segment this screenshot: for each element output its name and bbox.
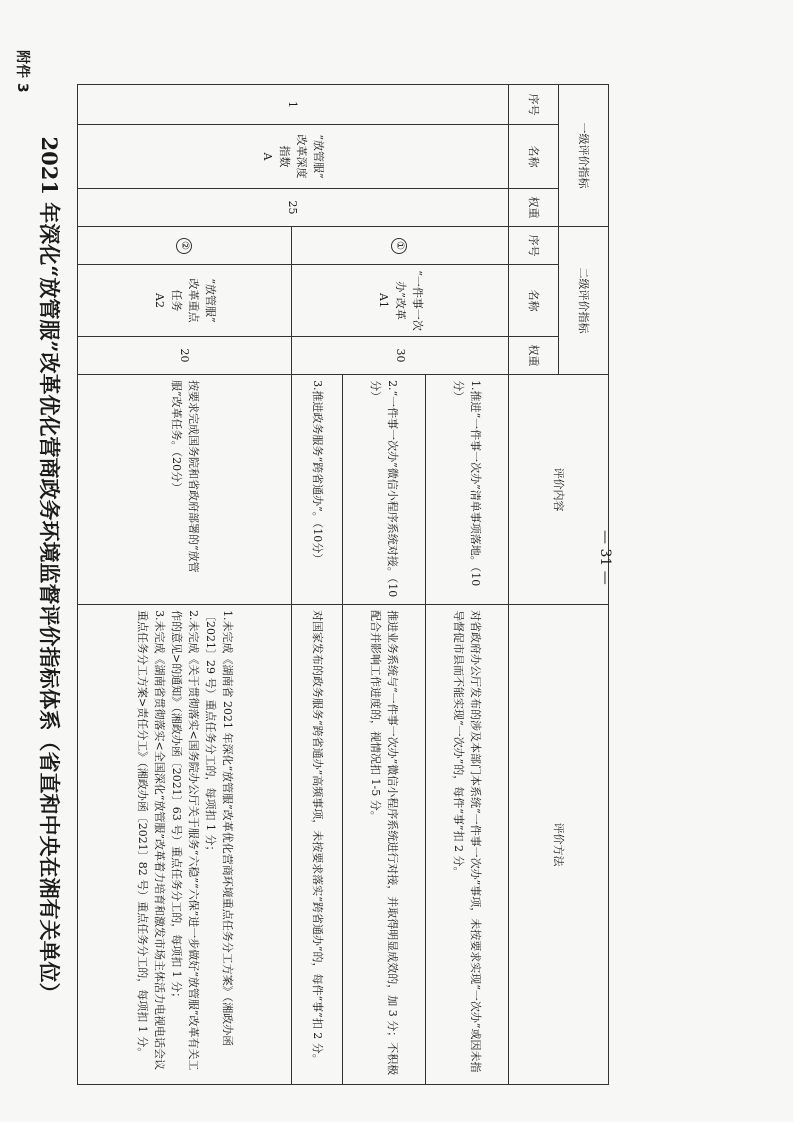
page-title: 2021 年深化“放管服”改革优化营商政务环境监督评价指标体系（省直和中央在湘有关单位） [37, 136, 62, 1004]
content-header: 评价内容 [508, 375, 608, 605]
level1-weight: 25 [78, 189, 509, 227]
page-number: — 31 — [597, 530, 613, 585]
method-cell: 对省政府办公厅发布的涉及本部门本系统“一件事一次办”事项，未按要求实现“一次办”或因未指导督促市县而不能实现“一次办”的，每件“事”扣 2 分。 [425, 605, 508, 1085]
level2-weight-header: 权重 [508, 337, 558, 375]
level2-name: “一件事一次 办”改革 A1 [292, 265, 508, 337]
level1-weight-header: 权重 [508, 189, 558, 227]
level2-seq [78, 227, 292, 265]
level1-seq: 1 [78, 85, 509, 125]
level2-weight: 20 [78, 337, 292, 375]
method-header: 评价方法 [508, 605, 608, 1085]
level2-name: “放管服” 改革重点 任务 A2 [78, 265, 292, 337]
method-cell: 推进业务系统与“一件事一次办”微信小程序系统进行对接，并取得明显成效的，加 3 分；不积极配合并影响工作进度的，视情况扣 1-5 分。 [342, 605, 425, 1085]
level1-name: “放管服” 改革深度 指数 A [78, 125, 509, 189]
circled-number: ② [176, 238, 192, 254]
content-cell: 3.推进政务服务“跨省通办”。（10分） [292, 375, 342, 605]
level2-header: 二级评价指标 [558, 227, 608, 375]
level1-name-header: 名称 [508, 125, 558, 189]
content-cell: 1.推进“一件事一次办”清单事项落地。（10分） [425, 375, 508, 605]
method-cell: 1.未完成《湖南省 2021 年深化“放管服”改革优化营商环境重点任务分工方案》（湘政办函〔2021〕29 号）重点任务分工的，每项扣 1 分； 2.未完成《关于贯彻落实<国务院办公厅关于服务“六稳”“六保”进一步做好“放管服”改革有关工作的意见>的通知》（湘政办函〔2021〕63 号）重点任务分工的，每项扣 1 分； 3.未完成《湖南省贯彻落实<全国深化“放管服”改革着力培育和激发市场主体活力电视电话会议重点任务分工方案>责任分工》（湘政办函〔2021〕82 号）重点任务分工的，每项扣 1 分。 [78, 605, 292, 1085]
table-row [78, 85, 292, 1085]
level2-weight: 30 [292, 337, 508, 375]
content-cell: 2.“一件事一次办”微信小程序系统对接。（10分） [342, 375, 425, 605]
circled-number: ① [391, 238, 407, 254]
level2-seq-header: 序号 [508, 227, 558, 265]
evaluation-table [77, 84, 609, 1085]
level2-name-header: 名称 [508, 265, 558, 337]
content-cell: 按要求完成国务院和省政府部署的“放管服”改革任务。（20分） [78, 375, 292, 605]
level1-seq-header: 序号 [508, 85, 558, 125]
method-cell: 对国家发布的政务服务“跨省通办”高频事项，未按要求落实“跨省通办”的，每件“事”扣 2 分。 [292, 605, 342, 1085]
level1-header: 一级评价指标 [558, 85, 608, 227]
level2-seq [292, 227, 508, 265]
table-row [425, 85, 508, 1085]
annex-label: 附件 3 [14, 50, 30, 93]
